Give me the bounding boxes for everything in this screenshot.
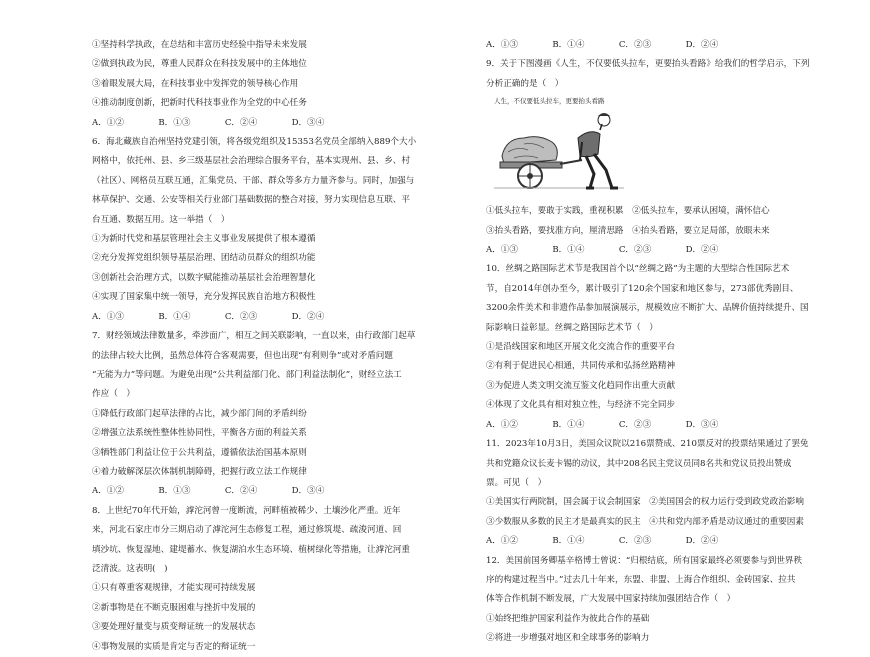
left-line: 泛清波。这表明( ) <box>92 563 168 574</box>
right_bottom-line: ①是沿线国家和地区开展文化交流合作的重要平台 <box>486 342 676 353</box>
left-line: ①为新时代党和基层管理社会主义事业发展提供了根本遵循 <box>92 234 316 245</box>
right_bottom-line: 共和党籍众议长麦卡锡的动议，其中208名民主党议员同8名共和党议员投出赞成 <box>486 458 792 469</box>
right-column-top <box>486 36 811 94</box>
right_bottom-line: 序的构建过程当中。”过去几十年来，东盟、非盟、上海合作组织、金砖国家、拉共 <box>486 574 796 585</box>
right_bottom-line: 10．丝绸之路国际艺术节是我国首个以“丝绸之路”为主题的大型综合性国际艺术 <box>486 264 790 275</box>
left-line: 填沙坑、恢复湿地、建堤蓄水、恢复湖泊水生态环境、植树绿化等措施，让滹沱河重 <box>92 544 410 555</box>
right_bottom-line: 际影响日益彰显。丝绸之路国际艺术节（ ） <box>486 322 658 333</box>
left-line: 的法律占较大比例，虽然总体符合客观需要，但也出现“有利则争”或对矛盾问题 <box>92 350 393 361</box>
left-line: 网格中，依托州、县、乡三级基层社会治理综合服务平台，基本实现州、县、乡、村 <box>92 156 410 167</box>
left-line: ③创新社会治理方式，以数字赋能推动基层社会治理智慧化 <box>92 272 316 283</box>
right_top-line: 分析正确的是（ ） <box>486 78 564 89</box>
right_bottom-line: 体等合作机制不断发展，广大发展中国家持续加强团结合作（ ） <box>486 594 736 605</box>
left-line: ②增强立法系统性整体性协同性，平衡各方面的利益关系 <box>92 428 307 439</box>
right_bottom-line: ④体现了文化具有相对独立性，与经济不完全同步 <box>486 400 676 411</box>
left-line: A．①② B．①③ C．②④ D．③④ <box>92 117 325 128</box>
left-line: （社区）、网格员互联互通，汇集党员、干部、群众等多方力量齐参与。同时，加强与 <box>92 175 415 186</box>
left-line: ③要处理好量变与质变辩证统一的发展状态 <box>92 622 256 633</box>
cartoon-man-pulling-cart-icon <box>494 108 624 194</box>
left-column <box>92 36 417 657</box>
right_bottom-line: ①美国实行两院制，国会属于议会制国家 ②美国国会的权力运行受到政党政治影响 <box>486 497 804 508</box>
left-line: 7．财经领域法律数量多，牵涉面广，相互之间关联影响，一直以来，由行政部门起草 <box>92 331 416 342</box>
left-line: ②新事物是在不断克服困难与挫折中发展的 <box>92 602 256 613</box>
left-line: ④推动制度创新，把新时代科技事业作为全党的中心任务 <box>92 98 307 109</box>
right-column-bottom <box>486 202 811 648</box>
left-line: ④事物发展的实质是肯定与否定的辩证统一 <box>92 641 256 652</box>
left-line: A．①③ B．①④ C．②③ D．②④ <box>92 311 325 322</box>
right_bottom-line: ②将进一步增强对地区和全球事务的影响力 <box>486 633 650 644</box>
left-line: ①只有尊重客观规律，才能实现可持续发展 <box>92 583 256 594</box>
right_bottom-line: A．①② B．①④ C．②③ D．③④ <box>486 419 719 430</box>
right_bottom-line: ③少数服从多数的民主才是最真实的民主 ④共和党内部矛盾是动议通过的重要因素 <box>486 516 804 527</box>
left-line: ②做到执政为民，尊重人民群众在科技发展中的主体地位 <box>92 59 307 70</box>
left-line: ①坚持科学执政，在总结和丰富历史经验中指导未来发展 <box>92 40 307 50</box>
left-line: ③牺牲部门利益让位于公共利益，遵循依法治国基本原则 <box>92 447 307 458</box>
right_bottom-line: 票。可见（ ） <box>486 477 547 488</box>
right_bottom-line: ③为促进人类文明交流互鉴文化趋同作出重大贡献 <box>486 380 676 391</box>
cartoon-figure <box>494 96 624 196</box>
left-line: 作应（ ） <box>92 389 135 400</box>
right_bottom-line: 12．美国前国务卿基辛格博士曾说：“归根结底，所有国家最终必须要参与到世界秩 <box>486 555 803 566</box>
left-line: 台互通、数据互用。这一举措（ ） <box>92 214 230 225</box>
right_top-line: A．①③ B．①④ C．②③ D．②④ <box>486 40 719 50</box>
right_bottom-line: ①低头拉车，要敢于实践，重视积累 ②低头拉车，要承认困境，满怀信心 <box>486 206 770 217</box>
left-line: ④实现了国家集中统一领导，充分发挥民族自治地方积极性 <box>92 292 316 303</box>
left-line: ①降低行政部门起草法律的占比，减少部门间的矛盾纠纷 <box>92 408 307 419</box>
right-column <box>486 36 811 649</box>
left-line: ②充分发挥党组织领导基层治理、团结动员群众的组织功能 <box>92 253 316 264</box>
cartoon-caption: 人生，不仅要低头拉车，更要抬头看路 <box>494 97 605 106</box>
right_bottom-line: ③抬头看路，要找准方向，厘清思路 ④抬头看路，要立足局部，放眼未来 <box>486 225 770 236</box>
left-line: ③着眼发展大局，在科技事业中发挥党的领导核心作用 <box>92 78 299 89</box>
left-line: A．①② B．①③ C．②④ D．③④ <box>92 486 325 497</box>
left-line: 6．海北藏族自治州坚持党建引领，将各级党组织及15353名党员全部纳入889个大小 <box>92 137 417 148</box>
right_bottom-line: 3200余件美术和非遗作品参加展演展示，规模效应不断扩大、品牌价值持续提升、国 <box>486 303 809 314</box>
right_top-line: 9．关于下图漫画《人生，不仅要低头拉车，更要抬头看路》给我们的哲学启示，下列 <box>486 59 810 70</box>
right_bottom-line: A．①③ B．①④ C．②③ D．②④ <box>486 245 719 256</box>
left-line: 8．上世纪70年代开始，滹沱河曾一度断流，河畔植被稀少、土壤沙化严重。近年 <box>92 505 401 516</box>
left-line: 林草保护、交通、公安等相关行业部门基础数据的整合对接，努力实现信息互联、平 <box>92 195 410 206</box>
right_bottom-line: A．①② B．①④ C．②③ D．②④ <box>486 536 719 547</box>
right_bottom-line: ①始终把维护国家利益作为彼此合作的基础 <box>486 613 650 624</box>
right_bottom-line: ②有利于促进民心相通，共同传承和弘扬丝路精神 <box>486 361 676 372</box>
left-line: ④着力破解深层次体制机制障碍，把握行政立法工作规律 <box>92 466 307 477</box>
left-line: “无能为力”等问题。为避免出现“公共利益部门化、部门利益法制化”，财经立法工 <box>92 369 402 380</box>
left-line: 来，河北石家庄市分三期启动了滹沱河生态修复工程，通过修筑堤、疏浚河道、回 <box>92 525 402 536</box>
right_bottom-line: 节，自2014年创办至今，累计吸引了120余个国家和地区参与，273部优秀剧目、 <box>486 283 799 294</box>
right_bottom-line: 11．2023年10月3日，美国众议院以216票赞成、210票反对的投票结果通过了罢免 <box>486 439 809 450</box>
